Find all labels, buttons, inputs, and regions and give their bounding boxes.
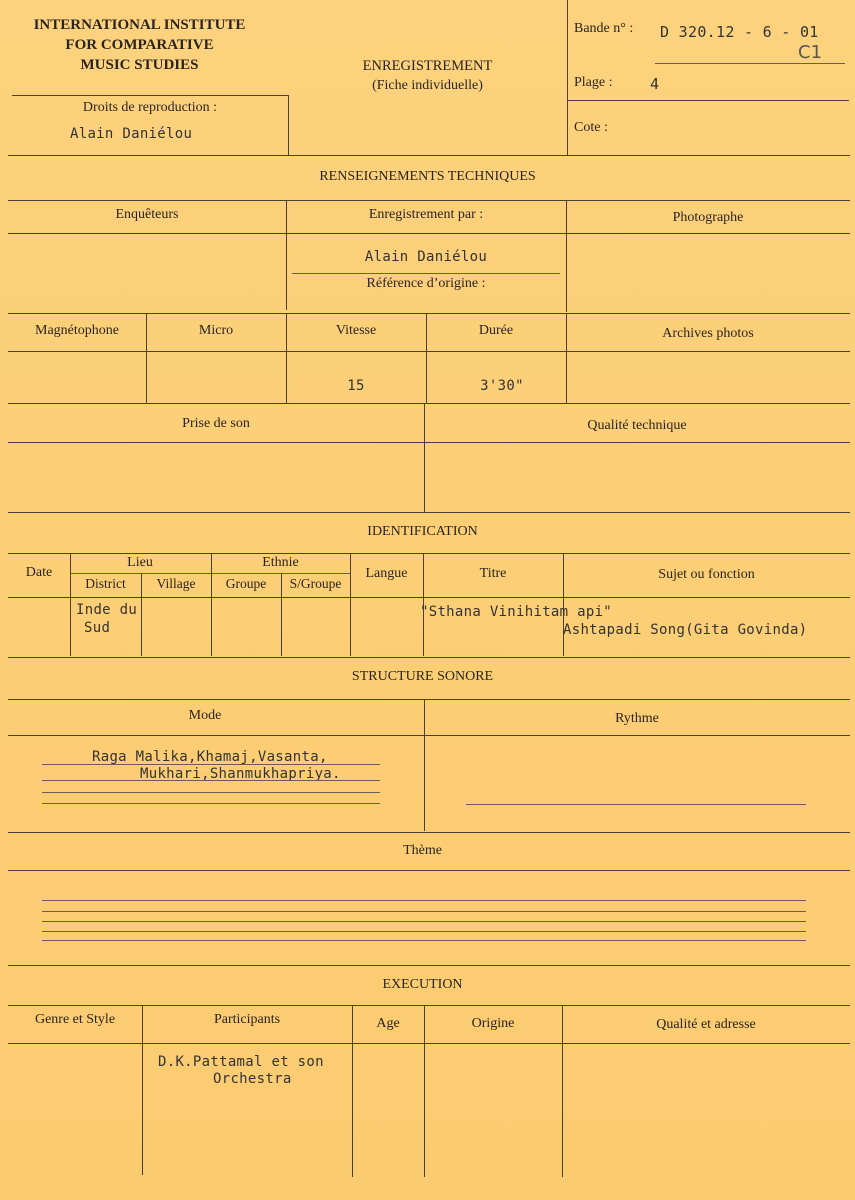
ethnie-label: Ethnie — [262, 555, 299, 570]
magnetophone-label: Magnétophone — [35, 323, 119, 338]
date-label: Date — [25, 565, 53, 580]
age-label: Age — [376, 1016, 400, 1031]
rule — [8, 233, 850, 234]
header-divider — [567, 0, 568, 155]
cote-label: Cote : — [574, 120, 608, 135]
origine-label: Origine — [471, 1016, 515, 1031]
col-line — [352, 1005, 353, 1177]
col-line — [146, 313, 147, 403]
theme-section-title: Thème — [403, 843, 442, 858]
qualite-technique-label: Qualité technique — [587, 418, 687, 433]
mode-value-line2: Mukhari,Shanmukhapriya. — [140, 766, 341, 782]
enregistrement-label: Enregistrement par : — [368, 207, 484, 222]
district-value-line1: Inde du — [76, 602, 138, 618]
rule — [70, 573, 350, 574]
rule — [8, 735, 850, 736]
rule — [8, 965, 850, 966]
duree-value: 3'30" — [480, 378, 524, 394]
rule — [42, 931, 806, 932]
plage-value: 4 — [650, 75, 660, 93]
identification-section-title: IDENTIFICATION — [367, 524, 478, 539]
mode-value-line1: Raga Malika,Khamaj,Vasanta, — [92, 749, 328, 765]
col-line — [562, 1005, 563, 1177]
droits-label: Droits de reproduction : — [82, 100, 218, 115]
col-line — [211, 553, 212, 656]
village-label: Village — [156, 576, 196, 591]
institute-name-line3: MUSIC STUDIES — [80, 57, 199, 73]
rule — [466, 804, 806, 805]
col-line — [424, 403, 425, 513]
technique-section-title: RENSEIGNEMENTS TECHNIQUES — [319, 169, 536, 184]
titre-value: "Sthana Vinihitam api" — [420, 604, 613, 620]
header-bottom-rule — [8, 155, 850, 156]
bande-underline — [655, 63, 845, 64]
reference-label: Référence d’origine : — [366, 276, 486, 291]
col-line — [424, 1005, 425, 1177]
participants-label: Participants — [213, 1012, 281, 1027]
bande-label: Bande n° : — [574, 21, 634, 36]
sujet-label: Sujet ou fonction — [658, 567, 755, 582]
col-line — [566, 200, 567, 312]
duree-label: Durée — [478, 323, 514, 338]
plage-label: Plage : — [574, 75, 613, 90]
vitesse-label: Vitesse — [335, 323, 377, 338]
col-line — [350, 553, 351, 656]
rule — [42, 792, 380, 793]
prise-de-son-label: Prise de son — [182, 416, 250, 431]
rule — [42, 900, 806, 901]
form-subtitle: (Fiche individuelle) — [372, 78, 483, 93]
rule — [8, 512, 850, 513]
institute-name-line1: INTERNATIONAL INSTITUTE — [33, 17, 246, 33]
col-line — [142, 1005, 143, 1175]
enregistrement-value: Alain Daniélou — [364, 249, 488, 265]
rule — [8, 597, 850, 598]
col-line — [281, 573, 282, 656]
rule — [42, 764, 380, 765]
vitesse-value: 15 — [347, 378, 365, 394]
titre-label: Titre — [479, 566, 507, 581]
rule — [8, 1043, 850, 1044]
langue-label: Langue — [365, 566, 408, 581]
district-label: District — [85, 576, 126, 591]
rule — [8, 657, 850, 658]
enqueteurs-label: Enquêteurs — [115, 207, 179, 222]
bande-handwritten-note: C1 — [798, 42, 823, 63]
rythme-label: Rythme — [615, 711, 659, 726]
rule — [8, 403, 850, 404]
qualite-adresse-label: Qualité et adresse — [656, 1017, 756, 1032]
participants-value-line2: Orchestra — [213, 1071, 292, 1087]
photographe-label: Photographe — [672, 210, 744, 225]
rule — [8, 553, 850, 554]
district-value-line2: Sud — [84, 620, 111, 636]
droits-value: Alain Daniélou — [70, 126, 193, 142]
rule — [8, 1005, 850, 1006]
sgroupe-label: S/Groupe — [289, 576, 342, 591]
bande-value: D 320.12 - 6 - 01 — [660, 23, 819, 41]
execution-section-title: EXECUTION — [382, 977, 463, 992]
droits-rule — [12, 95, 289, 96]
rule — [292, 273, 560, 274]
droits-divider — [288, 95, 289, 155]
lieu-label: Lieu — [127, 555, 153, 570]
rule — [8, 313, 850, 314]
rule — [8, 442, 850, 443]
rule — [8, 200, 850, 201]
sujet-value: Ashtapadi Song(Gita Govinda) — [563, 622, 808, 638]
col-line — [70, 553, 71, 656]
col-line — [141, 573, 142, 656]
institute-name-line2: FOR COMPARATIVE — [65, 37, 214, 53]
participants-value-line1: D.K.Pattamal et son — [158, 1054, 324, 1070]
plage-rule — [567, 100, 849, 101]
form-title: ENREGISTREMENT — [362, 58, 493, 74]
rule — [8, 870, 850, 871]
rule — [42, 911, 806, 912]
mode-label: Mode — [188, 708, 222, 723]
rule — [8, 351, 850, 352]
genre-style-label: Genre et Style — [34, 1012, 116, 1027]
groupe-label: Groupe — [225, 576, 267, 591]
micro-label: Micro — [198, 323, 234, 338]
rule — [42, 780, 380, 781]
rule — [42, 803, 380, 804]
rule — [42, 940, 806, 941]
rule — [42, 921, 806, 922]
structure-section-title: STRUCTURE SONORE — [351, 669, 494, 684]
col-line — [424, 699, 425, 831]
rule — [8, 832, 850, 833]
rule — [8, 699, 850, 700]
archives-photos-label: Archives photos — [662, 326, 754, 341]
